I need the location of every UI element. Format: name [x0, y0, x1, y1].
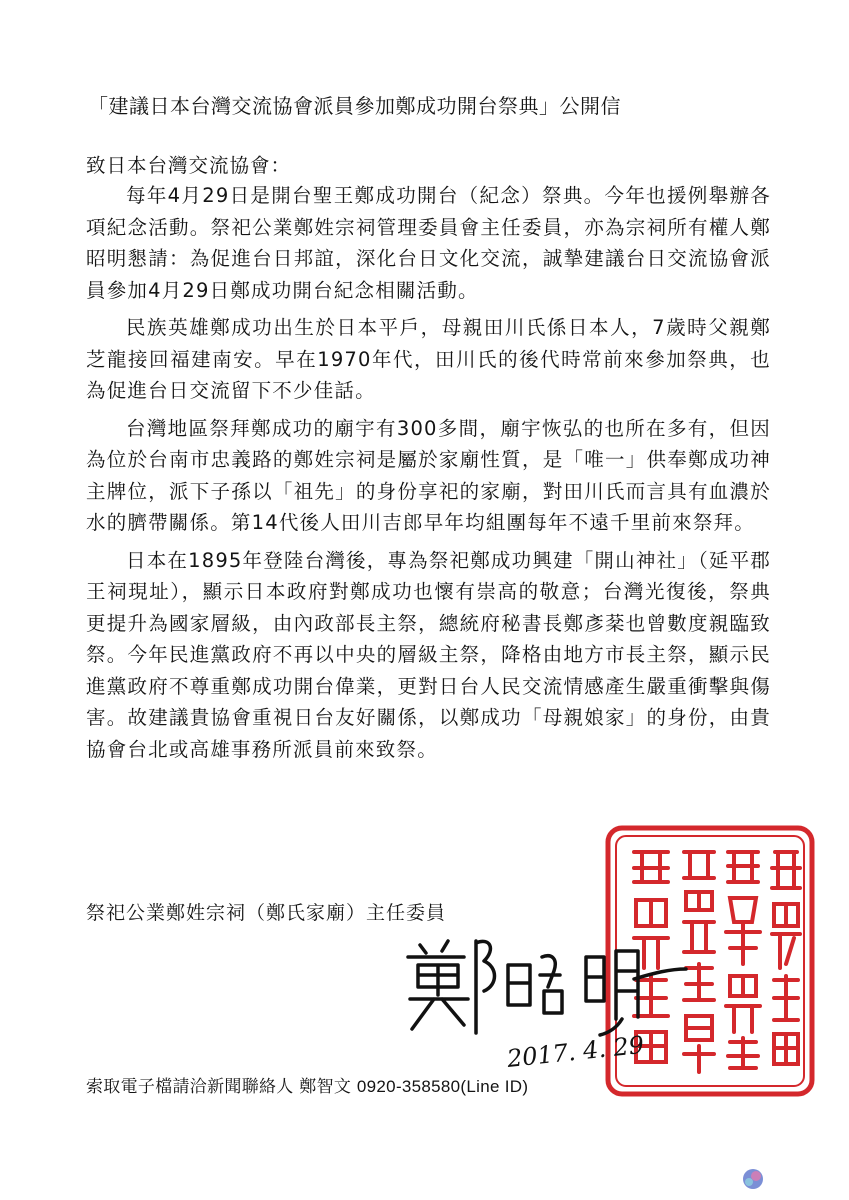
contact-prefix: 索取電子檔請洽新聞聯絡人 鄭智文	[86, 1077, 357, 1097]
handwritten-signature	[390, 925, 690, 1085]
contact-phone: 0920-358580(Line ID)	[356, 1077, 529, 1096]
letter-title: 「建議日本台灣交流協會派員參加鄭成功開台祭典」公開信	[88, 94, 621, 118]
paragraph: 台灣地區祭拜鄭成功的廟宇有300多間，廟宇恢弘的也所在多有，但因為位於台南市忠義路的鄭姓宗祠是屬於家廟性質，是「唯一」供奉鄭成功神主牌位，派下子孫以「祖先」的身份享祀的家廟，對田川氏而言具有血濃於水的臍帶關係。第14代後人田川吉郎早年均組團每年不遠千里前來祭拜。	[86, 416, 771, 534]
paragraph: 每年4月29日是開台聖王鄭成功開台（紀念）祭典。今年也援例舉辦各項紀念活動。祭祀公業鄭姓宗祠管理委員會主任委員，亦為宗祠所有權人鄭昭明懇請：為促進台日邦誼，深化台日文化交流，誠摯建議台日交流協會派員參加4月29日鄭成功開台紀念相關活動。	[86, 184, 771, 302]
signature-date: 2017. 4. 29	[505, 1030, 646, 1073]
contact-line	[86, 1072, 528, 1097]
signatory-title: 祭祀公業鄭姓宗祠（鄭氏家廟）主任委員	[86, 902, 447, 924]
paragraph: 民族英雄鄭成功出生於日本平戶，母親田川氏係日本人，7歲時父親鄭芝龍接回福建南安。早在1970年代，田川氏的後代時常前來參加祭典，也為促進台日交流留下不少佳話。	[86, 316, 771, 402]
paragraph: 日本在1895年登陸台灣後，專為祭祀鄭成功興建「開山神社」（延平郡王祠現址），顯示日本政府對鄭成功也懷有崇高的敬意；台灣光復後，祭典更提升為國家層級，由內政部長主祭，總統府秘書長鄭彥棻也曾數度親臨致祭。今年民進黨政府不再以中央的層級主祭，降格由地方市長主祭，顯示民進黨政府不尊重鄭成功開台偉業，更對日台人民交流情感產生嚴重衝擊與傷害。故建議貴協會重視日台友好關係，以鄭成功「母親娘家」的身份，由貴協會台北或高雄事務所派員前來致祭。	[86, 548, 771, 761]
letter-body	[86, 180, 771, 771]
salutation: 致日本台灣交流協會：	[86, 154, 292, 177]
watermark-logo	[742, 1168, 764, 1190]
